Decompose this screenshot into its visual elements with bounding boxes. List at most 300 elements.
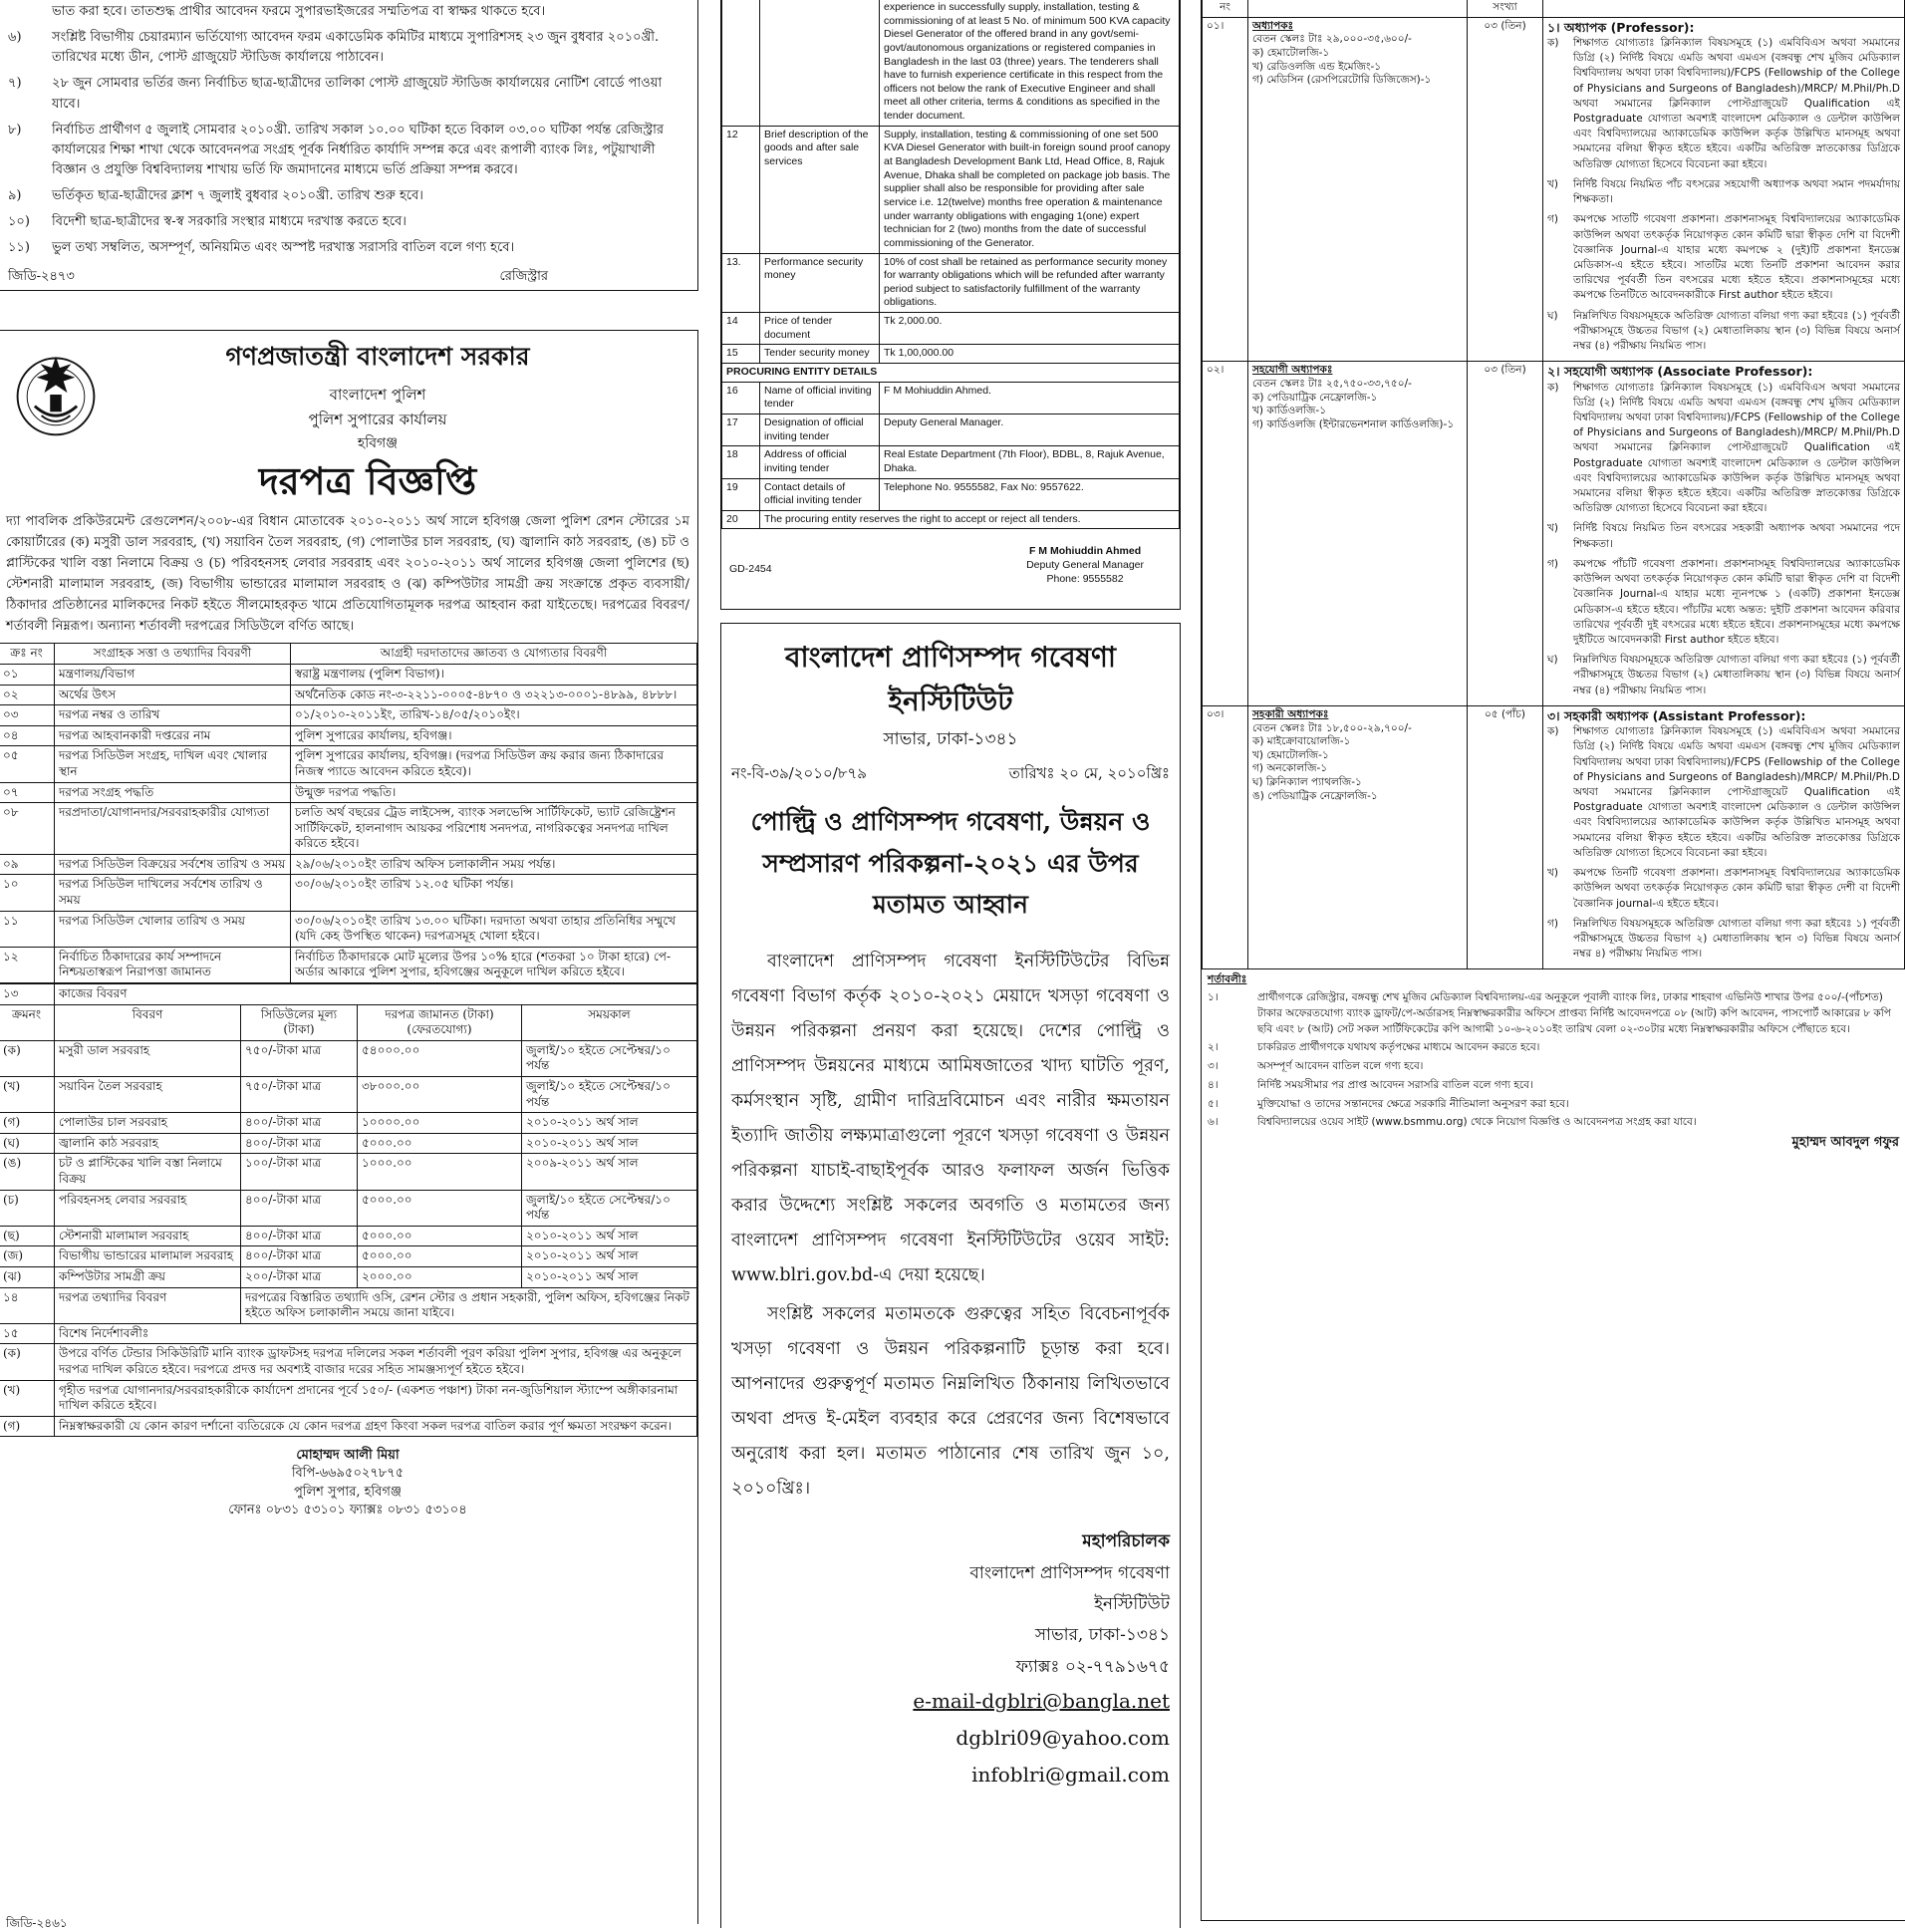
- post-number: ০১।: [1203, 17, 1248, 362]
- table-header-cell: আগ্রহী দরদাতাদের জ্ঞাতব্য ও যোগ্যতার বিবরণী: [291, 644, 697, 665]
- admission-item: [8, 2, 687, 22]
- signatory-title: পুলিশ সুপার, হবিগঞ্জ: [293, 1484, 403, 1500]
- table-cell: ৩০/০৬/২০১০ইং তারিখ ১৩.০০ ঘটিকা। দরদাতা অথবা তাহার প্রতিনিধির সম্মুখে (যদি কেহ উপস্থিত থাকেন) দরপত্রসমূহ খোলা হইবে।: [291, 911, 697, 947]
- special-instruction-row: [0, 1344, 697, 1380]
- work-cell: ৭৫০/-টাকা মাত্র: [241, 1040, 358, 1076]
- proc-desc: Address of official inviting tender: [760, 446, 880, 478]
- requirement-text: শিক্ষাগত যোগ্যতাঃ ক্লিনিক্যাল বিষয়সমূহে (১) এমবিবিএস অথবা সমমানের ডিগ্রি (২) নির্দিষ্ট বিষয়ে এমডি অথবা এমএস (বঙ্গবন্ধু শেখ মুজিব মেডিক্যাল বিশ্ববিদ্যালয় অথবা ঢাকা বিশ্ববিদ্যালয়)/FCPS (Fellowship of the College of Physicians and Surgeons of Bangladesh)/MRCP/ M.Phil/Ph.D অথবা সমমানের ক্লিনিক্যাল পোস্টগ্রাজুয়েট Qualification এই Postgraduate যোগ্যতা অবশ্যই বাংলাদেশ মেডিক্যাল ও ডেন্টাল কাউন্সিল এবং বিশ্ববিদ্যালয়ের অ্যাকাডেমিক কাউন্সিল কর্তৃক উল্লিখিত মানসমূহ অথবা সমমানের বলিয়া স্বীকৃত হইতে হইবে। একটির অতিরিক্ত স্নাতকোত্তর ডিগ্রিকে অতিরিক্ত যোগ্যতা হিসেবে বিবেচনা করা হইবে।: [1573, 36, 1900, 170]
- table-row: [0, 705, 697, 726]
- item-number: ১০): [8, 214, 30, 230]
- post-subject: ঙ) পেডিয়াট্রিক নেফ্রোলজি-১: [1252, 789, 1378, 802]
- bdbl-gd: GD-2454: [729, 563, 772, 576]
- bdbl-desc: Tender security money: [760, 345, 880, 364]
- work-cell: ৪০০/-টাকা মাত্র: [241, 1226, 358, 1246]
- requirement-text: শিক্ষাগত যোগ্যতাঃ ক্লিনিক্যাল বিষয়সমূহে (১) এমবিবিএস অথবা সমমানের ডিগ্রি (২) নির্দিষ্ট বিষয়ে এমডি অথবা এমএস (বঙ্গবন্ধু শেখ মুজিব মেডিক্যাল বিশ্ববিদ্যালয় অথবা ঢাকা বিশ্ববিদ্যালয়)/FCPS (Fellowship of the College of Physicians and Surgeons of Bangladesh)/MRCP/ M.Phil/Ph.D অথবা সমমানের ক্লিনিক্যাল পোস্টগ্রাজুয়েট Qualification এই Postgraduate যোগ্যতা অবশ্যই বাংলাদেশ মেডিক্যাল ও ডেন্টাল কাউন্সিল এবং বিশ্ববিদ্যালয়ের অ্যাকাডেমিক কাউন্সিল কর্তৃক উল্লিখিত মানসমূহ অথবা সমমানের বলিয়া স্বীকৃত হইতে হইবে। একটির অতিরিক্ত স্নাতকোত্তর ডিগ্রিকে অতিরিক্ত যোগ্যতা হিসেবে বিবেচনা করা হইবে।: [1573, 381, 1900, 515]
- post-subject: ক) পেডিয়াট্রিক নেফ্রোলজি-১: [1252, 391, 1378, 404]
- post-requirements: [1543, 17, 1905, 362]
- work-row: [0, 1246, 697, 1267]
- procuring-header: PROCURING ENTITY DETAILS: [722, 364, 1180, 383]
- requirement: [1547, 36, 1900, 172]
- tender-info-table: [0, 643, 697, 983]
- special-num: (খ): [0, 1380, 55, 1416]
- work-cell: পোলাউর চাল সরবরাহ: [55, 1113, 241, 1134]
- bdbl-row: [722, 253, 1180, 313]
- work-header-cell: দরপত্র জামানত (টাকা) (ফেরতযোগ্য): [358, 1004, 522, 1040]
- registrar-sign: রেজিস্ট্রার: [499, 268, 548, 284]
- row-20: [722, 510, 1180, 529]
- bdbl-sign-title: Deputy General Manager: [1026, 559, 1144, 572]
- post-details: [1248, 705, 1468, 969]
- table-cell: দরপত্র সিডিউল সংগ্রহ, দাখিল এবং খোলার স্থান: [55, 746, 291, 782]
- proc-desc: Name of official inviting tender: [760, 382, 880, 414]
- special-num: (ক): [0, 1344, 55, 1380]
- proc-text: Telephone No. 9555582, Fax No: 9557622.: [880, 478, 1180, 510]
- bdbl-text: Supply, installation, testing & commissioning of one set 500 KVA Diesel Generator with built-in foreign sound proof canopy at Bangladesh Development Bank Ltd, Head Office, 8, Rajuk Avenue, Dhaka shall be completed on package job basis. The supplier shall also be responsible for providing after sale service i.e. 12(twelve) months free operation & maintenance under warranty obligations with engaging 1(one) expert technician for 2 (two) months from the date of successful commissioning of the Generator.: [880, 126, 1180, 253]
- proc-text: Real Estate Department (7th Floor), BDBL, 8, Rajuk Avenue, Dhaka.: [880, 446, 1180, 478]
- post-subject: ক) হেমাটোলজি-১: [1252, 46, 1330, 59]
- work-label: কাজের বিবরণ: [55, 984, 697, 1005]
- row20-text: The procuring entity reserves the right to accept or reject all tenders.: [760, 510, 1180, 529]
- proc-desc: Contact details of official inviting tender: [760, 478, 880, 510]
- work-cell: ২০০/-টাকা মাত্র: [241, 1266, 358, 1287]
- blri-headline: পোল্ট্রি ও প্রাণিসম্পদ গবেষণা, উন্নয়ন ও সম্প্রসারণ পরিকল্পনা-২০২১ এর উপর মতামত আহ্বান: [750, 807, 1151, 919]
- bdbl-row: [722, 345, 1180, 364]
- term-num: ৫।: [1208, 1097, 1219, 1110]
- work-cell: ২০১০-২০১১ অর্থ সাল: [522, 1226, 697, 1246]
- work-cell: ২০১০-২০১১ অর্থ সাল: [522, 1113, 697, 1134]
- table-cell: উন্মুক্ত দরপত্র পদ্ধতি।: [291, 782, 697, 803]
- work-cell: ২০১০-২০১১ অর্থ সাল: [522, 1133, 697, 1154]
- proc-text: Deputy General Manager.: [880, 414, 1180, 445]
- item-text: ২৮ জুন সোমবার ভর্তির জন্য নির্বাচিত ছাত্র-ছাত্রীদের তালিকা পোস্ট গ্রাজুয়েট স্টাডিজ কার্যালয়ের নোটিশ বোর্ডে পাওয়া যাবে।: [52, 76, 663, 112]
- bdbl-row: [722, 313, 1180, 345]
- term-num: ২।: [1208, 1041, 1219, 1054]
- bdbl-text: Tk 1,00,000.00: [880, 345, 1180, 364]
- work-cell: পরিবহনসহ লেবার সরবরাহ: [55, 1190, 241, 1226]
- blri-body-1: বাংলাদেশ প্রাণিসম্পদ গবেষণা ইনস্টিটিউটের বিভিন্ন গবেষণা বিভাগ কর্তৃক ২০১০-২০২১ মেয়াদে খসড়া গবেষণা ও উন্নয়ন পরিকল্পনা প্রনয়ণ করা হয়েছে। দেশের পোল্ট্রি ও প্রাণিসম্পদ উন্নয়নের মাধ্যমে আমিষজাতের খাদ্য ঘাটতি পূরণ, কর্মসংস্থান সৃষ্টি, গ্রামীণ দারিদ্রবিমোচন এবং নারীর ক্ষমতায়ন ইত্যাদি জাতীয় লক্ষ্যমাত্রাগুলো পূরণে খসড়া গবেষণা ও উন্নয়ন পরিকল্পনা যাচাই-বাছাইপূর্বক আরও ফলাফল অর্জন ভিত্তিক করার উদ্দেশ্যে সংশ্লিষ্ট সকলের অবগতি ও মতামতের জন্য বাংলাদেশ প্রাণিসম্পদ গবেষণা ইনস্টিটিউটের ওয়েব সাইট: www.blri.gov.bd-এ দেয়া হয়েছে।: [731, 952, 1170, 1286]
- post-requirements: [1543, 362, 1905, 706]
- table-cell: ০১/২০১০-২০১১ইং, তারিখ-১৪/০৫/২০১০ইং।: [291, 705, 697, 726]
- requirement-text: নিম্নলিখিত বিষয়সমূহকে অতিরিক্ত যোগ্যতা বলিয়া গণ্য করা হইবেঃ ১) পূর্ববর্তী পরীক্ষাসমূহে উচ্চতর বিভাগ ২) মেধাতালিকায় স্থান ৩) বিভিন্ন বিষয়ে অনার্স নম্বর ৪) পরীক্ষায় নিয়মিত পাস।: [1573, 917, 1900, 961]
- item-text: ভুল তথ্য সম্বলিত, অসম্পূর্ণ, অনিয়মিত এবং অস্পষ্ট দরখাস্ত সরাসরি বাতিল বলে গণ্য হবে।: [52, 240, 515, 256]
- work-cell: ১০০০.০০: [358, 1154, 522, 1190]
- work-row: [0, 1190, 697, 1226]
- post-subject: গ) মেডিসিন (রেসপিরেটোরি ডিজিজেস)-১: [1252, 74, 1432, 87]
- requirement-num: ঘ): [1547, 309, 1558, 322]
- notice-intro: দ্যা পাবলিক প্রকিউরমেন্ট রেগুলেশন/২০০৮-এর বিধান মোতাবেক ২০১০-২০১১ অর্থ সালে হবিগঞ্জ জেলা পুলিশ রেশন স্টোরের ১ম কোয়ার্টারের (ক) মসুরী ডাল সরবরাহ, (খ) সয়াবিন তৈল সরবরাহ, (গ) পোলাউর চাল সরবরাহ, (ঘ) জ্বালানি কাঠ সরবরাহ, (ঙ) চট ও প্লাস্টিকের খালি বস্তা নিলামে বিক্রয় ও (চ) পরিবহনসহ লেবার সরবরাহ এবং ২০১০-২০১১ অর্থ সালের হবিগঞ্জ জেলা পুলিশের (ছ) স্টেশনারী মালামাল সরবরাহ, (জ) বিভাগীয় ভান্ডারের মালামাল সরবরাহ ও (ঝ) কম্পিউটার সামগ্রী ক্রয় সংক্রান্তে প্রকৃত ব্যবসায়ী/ঠিকাদার প্রতিষ্ঠানের মালিকদের নিকট হইতে সীলমোহরকৃত খামে প্রতিযোগিতামূলক দরপত্র আহবান করা যাইতেছে। দরপত্রের বিবরণ/শর্তাবলী নিম্নরূপ। অন্যান্য শর্তাবলী দরপত্রের সিডিউলে বর্ণিত আছে।: [6, 514, 689, 635]
- admission-item: [8, 186, 687, 206]
- requirement-num: খ): [1547, 522, 1558, 535]
- post-subject: খ) হেমাটোলজি-১: [1252, 748, 1329, 761]
- work-cell: (ঝ): [0, 1266, 55, 1287]
- bottom-gd: জিডি-২৪৬১: [6, 1916, 68, 1931]
- procuring-header-row: [722, 364, 1180, 383]
- work-cell: সয়াবিন তৈল সরবরাহ: [55, 1077, 241, 1113]
- item-number: ৭): [8, 76, 22, 92]
- requirement-text: নির্দিষ্ট বিষয়ে নিয়মিত তিন বৎসরের সহকারী অধ্যাপক অথবা সমমানের পদে শিক্ষকতা।: [1573, 522, 1900, 550]
- requirement: [1547, 309, 1900, 355]
- item-number: ৯): [8, 188, 22, 204]
- requirement: [1547, 381, 1900, 517]
- proc-num: 16: [722, 382, 760, 414]
- work-cell: স্টেশনারী মালামাল সরবরাহ: [55, 1226, 241, 1246]
- bdbl-sign-phone: Phone: 9555582: [1046, 572, 1124, 585]
- post-subject: ঘ) ক্লিনিক্যাল প্যাথলজি-১: [1252, 776, 1362, 789]
- table-cell: ১২: [0, 947, 55, 982]
- table-cell: ২৯/০৬/২০১০ইং তারিখ অফিস চলাকালীন সময় পর্যন্ত।: [291, 854, 697, 875]
- work-cell: ২০০০.০০: [358, 1266, 522, 1287]
- column-middle: [720, 0, 1181, 1918]
- table-cell: দরপত্র সিডিউল দাখিলের সর্বশেষ তারিখ ও সময়: [55, 875, 291, 911]
- table-cell: ০৩: [0, 705, 55, 726]
- work-cell: কম্পিউটার সামগ্রী ক্রয়: [55, 1266, 241, 1287]
- post-subject: গ) কার্ডিওলজি (ইন্টারভেনশনাল কার্ডিওলজি)-১: [1252, 417, 1455, 430]
- police-office: পুলিশ সুপারের কার্যালয়: [308, 411, 447, 428]
- blri-email-3[interactable]: infoblri@gmail.com: [971, 1763, 1170, 1788]
- table-cell: ০১: [0, 664, 55, 685]
- table-cell: দরপত্র সিডিউল খোলার তারিখ ও সময়: [55, 911, 291, 947]
- blri-title-1: বাংলাদেশ প্রাণিসম্পদ গবেষণা: [784, 641, 1117, 674]
- proc-desc: Designation of official inviting tender: [760, 414, 880, 445]
- proc-num: 18: [722, 446, 760, 478]
- requirement-text: নিম্নলিখিত বিষয়সমূহকে অতিরিক্ত যোগ্যতা বলিয়া গণ্য করা হইবেঃ (১) পূর্ববর্তী পরীক্ষাসমূহে উচ্চতর বিভাগ (২) মেধাতালিকায় স্থান (৩) বিভিন্ন বিষয়ে অনার্স নম্বর (৪) পরীক্ষায় নিয়মিত পাস।: [1573, 654, 1900, 696]
- table-cell: দরপত্র সংগ্রহ পদ্ধতি: [55, 782, 291, 803]
- requirement: [1547, 724, 1900, 861]
- bdbl-num: 14: [722, 313, 760, 345]
- row-label: দরপত্র তথ্যাদির বিবরণ: [55, 1287, 241, 1323]
- bdbl-desc: Performance security money: [760, 253, 880, 313]
- bdbl-row: [722, 0, 1180, 126]
- work-cell: (জ): [0, 1246, 55, 1267]
- special-text: নিম্নস্বাক্ষরকারী যে কোন কারণ দর্শানো ব্যতিরেকে যে কোন দরপত্র গ্রহণ কিংবা সকল দরপত্র বাতিল করার পূর্ণ ক্ষমতা সংরক্ষণ করেন।: [55, 1416, 697, 1437]
- table-cell: নির্বাচিত ঠিকাদারের কার্য সম্পাদনে নিশ্চয়তাস্বরূপ নিরাপত্তা জামানত: [55, 947, 291, 982]
- work-header-cell: সময়কাল: [522, 1004, 697, 1040]
- table-cell: নির্বাচিত ঠিকাদারকে মোট মূল্যের উপর ১০% হারে (শতকরা ১০ টাকা হারে) পে-অর্ডার আকারে পুলিশ সুপার, হবিগঞ্জের অনুকূলে দাখিল করিতে হইবে।: [291, 947, 697, 982]
- work-row: [0, 1226, 697, 1246]
- item-text: ভর্তিকৃত ছাত্র-ছাত্রীদের ক্লাশ ৭ জুলাই বুধবার ২০১০খ্রী. তারিখ শুরু হবে।: [52, 188, 423, 204]
- requirement: [1547, 653, 1900, 698]
- item-number: ১১): [8, 240, 30, 256]
- table-cell: অর্থনৈতিক কোড নং-৩-২২১১-০০০৫-৪৮৭০ ও ৩২২১৩-০০০১-৪৮৯৯, ৪৮৮৮।: [291, 685, 697, 705]
- office-place: হবিগঞ্জ: [357, 434, 399, 451]
- pay-scale: বেতন স্কেলঃ টাঃ ২৫,৭৫০-৩৩,৭৫০/-: [1252, 377, 1412, 390]
- tender-notice-police: [0, 330, 698, 1931]
- blri-email-2[interactable]: dgblri09@yahoo.com: [955, 1726, 1170, 1751]
- post-subject: খ) কার্ডিওলজি-১: [1252, 405, 1327, 417]
- table-row: [0, 911, 697, 947]
- work-cell: জুলাই/১০ হইতে সেপ্টেম্বর/১০ পর্যন্ত: [522, 1190, 697, 1226]
- posts-header-cell: সংখ্যা: [1468, 0, 1543, 17]
- table-cell: ০৯: [0, 854, 55, 875]
- table-cell: ১১: [0, 911, 55, 947]
- post-row: [1203, 705, 1905, 969]
- special-instruction-row: [0, 1380, 697, 1416]
- procuring-row: [722, 446, 1180, 478]
- row-label: বিশেষ নির্দেশাবলীঃ: [55, 1323, 697, 1344]
- government-emblem: [8, 347, 104, 442]
- posts-table: [1202, 0, 1905, 969]
- special-text: উপরে বর্ণিত টেন্ডার সিকিউরিটি মানি ব্যাংক ড্রাফটসহ দরপত্র দলিলের সকল শর্তাবলী পূরণ করিয়া পুলিশ সুপার, হবিগঞ্জ এর অনুকূলে দরপত্র দাখিল করিতে হইবে। দরপত্রে প্রদত্ত দর অবশ্যই বাজার দরের সহিত সামঞ্জস্যপূর্ণ হইতে হইবে।: [55, 1344, 697, 1380]
- term-num: ৩।: [1208, 1060, 1219, 1073]
- term: [1208, 990, 1899, 1037]
- admission-item: [8, 74, 687, 114]
- work-cell: ১০০০০.০০: [358, 1113, 522, 1134]
- work-row: [0, 1113, 697, 1134]
- bdbl-num: 13.: [722, 253, 760, 313]
- requirement-num: গ): [1547, 213, 1558, 226]
- work-cell: (খ): [0, 1077, 55, 1113]
- requirement: [1547, 917, 1900, 963]
- bdbl-row: [722, 126, 1180, 253]
- requirement-num: ঘ): [1547, 654, 1558, 667]
- work-cell: ২০১০-২০১১ অর্থ সাল: [522, 1266, 697, 1287]
- bdbl-desc: Brief description of the goods and after sale services: [760, 126, 880, 253]
- post-details: [1248, 17, 1468, 362]
- admission-item: [8, 28, 687, 68]
- work-description-table: [0, 983, 697, 1437]
- work-cell: (গ): [0, 1113, 55, 1134]
- item-number: [8, 2, 46, 22]
- table-cell: ০২: [0, 685, 55, 705]
- post-subject: ক) মাইক্রোবায়োলজি-১: [1252, 735, 1351, 748]
- bdbl-text: 10% of cost shall be retained as performance security money for warranty obligations which will be refunded after warranty period subject to satisfactorily fulfillment of the warranty obligations.: [880, 253, 1180, 313]
- post-subject: খ) রেডিওলজি এন্ড ইমেজিং-১: [1252, 60, 1382, 73]
- term: [1208, 1040, 1899, 1056]
- bdbl-sign-name: F M Mohiuddin Ahmed: [1028, 545, 1142, 558]
- bdbl-text: experience in successfully supply, installation, testing & commissioning of at least 5 No. of minimum 500 KVA capacity Diesel Generator of the offered brand in any govt/semi-govt/autonomous organizations or registered companies in Bangladesh in the last 03 (three) years. The tenderers shall have to furnish experience certificate in this respect from the officers not below the rank of Executive Engineer and shall meet all other criteria, terms & conditions as specified in the tender document.: [880, 0, 1180, 126]
- item-number: ৮): [8, 122, 22, 138]
- requirement-num: খ): [1547, 177, 1558, 190]
- posts-header-cell: [1248, 0, 1468, 17]
- table-header-cell: ক্রঃ নং: [0, 644, 55, 665]
- posts-header-cell: নং: [1203, 0, 1248, 17]
- work-cell: ২০১০-২০১১ অর্থ সাল: [522, 1246, 697, 1267]
- work-cell: (চ): [0, 1190, 55, 1226]
- bsmmu-recruitment: [1201, 0, 1905, 1921]
- table-row: [0, 664, 697, 685]
- blri-dg: মহাপরিচালক: [1082, 1531, 1170, 1552]
- work-header-cell: সিডিউলের মূল্য (টাকা): [241, 1004, 358, 1040]
- work-cell: (ছ): [0, 1226, 55, 1246]
- table-cell: স্বরাষ্ট্র মন্ত্রণালয় (পুলিশ বিভাগ)।: [291, 664, 697, 685]
- work-cell: (ক): [0, 1040, 55, 1076]
- table-cell: দরপত্র নম্বর ও তারিখ: [55, 705, 291, 726]
- term: [1208, 1115, 1899, 1131]
- item-number: ৬): [8, 30, 22, 46]
- row-15: [0, 1323, 697, 1344]
- term: [1208, 1097, 1899, 1113]
- work-num: ১৩: [0, 984, 55, 1005]
- bdbl-tender-notice: [720, 0, 1181, 610]
- bdbl-desc: Price of tender document: [760, 313, 880, 345]
- requirement-num: ক): [1547, 381, 1559, 394]
- work-cell: ৫০০০.০০: [358, 1246, 522, 1267]
- table-row: [0, 947, 697, 982]
- bdbl-num: 12: [722, 126, 760, 253]
- work-cell: ৭৫০/-টাকা মাত্র: [241, 1077, 358, 1113]
- work-cell: ৩৮০০০.০০: [358, 1077, 522, 1113]
- blri-email-1[interactable]: e-mail-dgblri@bangla.net: [913, 1689, 1170, 1714]
- term-num: ১।: [1208, 991, 1219, 1004]
- table-header-cell: সংগ্রাহক সত্তা ও তথ্যাদির বিবরণী: [55, 644, 291, 665]
- term-text: বিশ্ববিদ্যালয়ের ওয়েব সাইট (www.bsmmu.org) থেকে নিয়োগ বিজ্ঞপ্তি ও আবেদনপত্র সংগ্রহ করা যাবে।: [1257, 1116, 1697, 1129]
- proc-num: 17: [722, 414, 760, 445]
- table-cell: ০৪: [0, 725, 55, 746]
- requirement: [1547, 177, 1900, 207]
- gov-title: গণপ্রজাতন্ত্রী বাংলাদেশ সরকার: [225, 342, 530, 371]
- blri-dg-address: সাভার, ঢাকা-১৩৪১: [1034, 1625, 1170, 1646]
- work-label-row: [0, 984, 697, 1005]
- bdbl-num: [722, 0, 760, 126]
- procuring-row: [722, 382, 1180, 414]
- post-count: ০৩ (তিন): [1468, 362, 1543, 706]
- post-title: সহকারী অধ্যাপকঃ: [1252, 707, 1329, 720]
- row-num: ১৫: [0, 1323, 55, 1344]
- item-text: বিদেশী ছাত্র-ছাত্রীদের স্ব-স্ব সরকারি সংস্থার মাধ্যমে দরখাস্ত করতে হবে।: [52, 214, 407, 230]
- admission-item: [8, 238, 687, 258]
- work-row: [0, 1266, 697, 1287]
- table-cell: ০৫: [0, 746, 55, 782]
- table-row: [0, 746, 697, 782]
- pay-scale: বেতন স্কেলঃ টাঃ ১৮,৫০০-২৯,৭০০/-: [1252, 721, 1412, 734]
- blri-fax: ফ্যাক্সঃ ০২-৭৭৯১৬৭৫: [1015, 1656, 1170, 1677]
- requirement-num: খ): [1547, 867, 1558, 880]
- table-row: [0, 875, 697, 911]
- work-header-cell: বিবরণ: [55, 1004, 241, 1040]
- procuring-row: [722, 414, 1180, 445]
- post-title: সহযোগী অধ্যাপকঃ: [1252, 364, 1333, 377]
- admission-items: [8, 2, 687, 259]
- bsmmu-signatory: মুহাম্মদ আবদুল গফুর: [1791, 1135, 1899, 1151]
- work-cell: ৪০০/-টাকা মাত্র: [241, 1246, 358, 1267]
- bdbl-desc: [760, 0, 880, 126]
- row-num: ১৪: [0, 1287, 55, 1323]
- requirement-text: নির্দিষ্ট বিষয়ে নিয়মিত পাঁচ বৎসরের সহযোগী অধ্যাপক অথবা সমান পদমর্যাদায় শিক্ষকতা।: [1573, 177, 1900, 206]
- table-cell: মন্ত্রণালয়/বিভাগ: [55, 664, 291, 685]
- work-cell: ৫০০০.০০: [358, 1133, 522, 1154]
- post-details: [1248, 362, 1468, 706]
- blri-address: সাভার, ঢাকা-১৩৪১: [883, 728, 1018, 749]
- post-title: অধ্যাপকঃ: [1252, 19, 1294, 32]
- blri-title-2: ইনস্টিটিউট: [888, 685, 1013, 718]
- item-text: নির্বাচিত প্রার্থীগণ ৫ জুলাই সোমবার ২০১০খ্রী. তারিখ সকাল ১০.০০ ঘটিকা হতে বিকাল ০৩.০০ ঘটিকা পর্যন্ত রেজিস্ট্রার কার্যালয়ের শিক্ষা শাখা থেকে আবেদনপত্র সংগ্রহ পূর্বক নির্ধারিত কার্যাদি সম্পন্ন করে এবং রূপালী ব্যাংক লিঃ, পটুয়াখালী বিজ্ঞান ও প্রযুক্তি বিশ্ববিদ্যালয় শাখায় ভর্তি ফি জমাদানের মাধ্যমে ভর্তি প্রক্রিয়া সম্পন্ন করবে।: [52, 122, 665, 177]
- work-cell: ৪০০/-টাকা মাত্র: [241, 1113, 358, 1134]
- row-value: দরপত্রের বিস্তারিত তথ্যাদি ওসি, রেশন স্টোর ও প্রধান সহকারী, পুলিশ অফিস, হবিগঞ্জের নিকট হইতে অফিস চলাকালীন সময়ে জানা যাইবে।: [241, 1287, 697, 1323]
- requirement-text: কমপক্ষে পাঁচটি গবেষণা প্রকাশনা। প্রকাশনাসমূহ বিশ্ববিদ্যালয়ের অ্যাকাডেমিক কাউন্সিল অথবা তৎকর্তৃক নিয়োগকৃত কোন কমিটি দ্বারা স্বীকৃত দেশি বা বিদেশী বৈজ্ঞানিক Journal-এ যাহার মধ্যে ন্যূনপক্ষে ১ (একটি) প্রকাশনা ইনডেক্স মেডিকাস-এ হইতে হইবে। পাঁচটির মধ্যে অন্তত: দুইটি প্রকাশনা আবেদন করিবার তারিখের পূর্ববর্তী দুই বৎসরের মধ্যে হইতে হইবে। প্রকাশনাসমূহের মধ্যে কমপক্ষে দুইটিতে আবেদনকারী First author হইতে হইবে।: [1573, 557, 1900, 647]
- table-cell: দরপত্র সিডিউল বিক্রয়ের সর্বশেষ তারিখ ও সময়: [55, 854, 291, 875]
- requirement: [1547, 866, 1900, 912]
- work-cell: জুলাই/১০ হইতে সেপ্টেম্বর/১০ পর্যন্ত: [522, 1077, 697, 1113]
- bdbl-text: Tk 2,000.00.: [880, 313, 1180, 345]
- admission-notice-fragment: [0, 0, 698, 291]
- work-row: [0, 1040, 697, 1076]
- work-cell: (ঙ): [0, 1154, 55, 1190]
- special-num: (গ): [0, 1416, 55, 1437]
- column-left: [0, 0, 699, 1931]
- special-instruction-row: [0, 1416, 697, 1437]
- requirement-num: গ): [1547, 557, 1558, 570]
- post-number: ০২।: [1203, 362, 1248, 706]
- table-cell: দরপ্রদাতা/যোগানদার/সরবরাহকারীর যোগ্যতা: [55, 803, 291, 855]
- work-row: [0, 1077, 697, 1113]
- term-num: ৪।: [1208, 1078, 1219, 1091]
- blri-dg-org-2: ইনস্টিটিউট: [1094, 1594, 1170, 1614]
- work-cell: চট ও প্লাস্টিকের খালি বস্তা নিলামে বিক্রয়: [55, 1154, 241, 1190]
- requirement-text: শিক্ষাগত যোগ্যতাঃ ক্লিনিক্যাল বিষয়সমূহে (১) এমবিবিএস অথবা সমমানের ডিগ্রি (২) নির্দিষ্ট বিষয়ে এমডি অথবা এমএস (বঙ্গবন্ধু শেখ মুজিব মেডিক্যাল বিশ্ববিদ্যালয় অথবা ঢাকা বিশ্ববিদ্যালয়)/FCPS (Fellowship of the College of Physicians and Surgeons of Bangladesh)/MRCP/ M.Phil/Ph.D অথবা সমমানের ক্লিনিক্যাল পোস্টগ্রাজুয়েট Qualification এই Postgraduate যোগ্যতা অবশ্যই বাংলাদেশ মেডিক্যাল ও ডেন্টাল কাউন্সিল এবং বিশ্ববিদ্যালয়ের অ্যাকাডেমিক কাউন্সিল কর্তৃক উল্লিখিত মানসমূহ অথবা সমমানের বলিয়া স্বীকৃত হইতে হইবে। একটির অতিরিক্ত স্নাতকোত্তর ডিগ্রিকে অতিরিক্ত যোগ্যতা হিসেবে বিবেচনা করা হইবে।: [1573, 725, 1900, 859]
- requirement-num: ক): [1547, 725, 1559, 738]
- signatory-phone: ফোনঃ ০৮৩১ ৫৩১০১ ফ্যাক্সঃ ০৮৩১ ৫৩১০৪: [228, 1502, 467, 1518]
- table-row: [0, 685, 697, 705]
- requirement-text: নিম্নলিখিত বিষয়সমূহকে অতিরিক্ত যোগ্যতা বলিয়া গণ্য করা হইবেঃ (১) পূর্ববর্তী পরীক্ষাসমূহে উচ্চতর বিভাগ (২) মেধাতালিকায় স্থান (৩) বিভিন্ন বিষয়ে অনার্স নম্বর (৪) পরীক্ষায় নিয়মিত পাস।: [1573, 309, 1900, 353]
- proc-text: F M Mohiuddin Ahmed.: [880, 382, 1180, 414]
- requirement-num: ক): [1547, 36, 1559, 49]
- terms-list: [1208, 990, 1899, 1131]
- term: [1208, 1078, 1899, 1094]
- term-text: প্রার্থীগণকে রেজিস্ট্রার, বঙ্গবন্ধু শেখ মুজিব মেডিক্যাল বিশ্ববিদ্যালয়-এর অনুকূলে পূবালী ব্যাংক লিঃ, ঢাকার শাহবাগ এভিনিউ শাখার উপর ৫০০/-(পাঁচশত) টাকার অফেরতযোগ্য ব্যাংক ড্রাফট/পে-অর্ডারসহ নিম্নস্বাক্ষরকারীর অফিসে প্রাপ্তব্য নির্দিষ্ট আবেদনপত্রে ০৮ (আট) কপি আবেদন, পাসপোর্ট আকারের ৮ কপি ছবি এবং ৮ (আট) সেট সকল সার্টিফিকেটের কপি আগামী ১০-৬-২০১০ইং তারিখ বেলা ০২-৩০টার মধ্যে নিম্নস্বাক্ষরকারীর অফিসে পৌঁছাতে হবে।: [1257, 991, 1891, 1035]
- row20-num: 20: [722, 510, 760, 529]
- column-right: [1201, 0, 1903, 1918]
- bdbl-num: 15: [722, 345, 760, 364]
- memo-number: নং-বি-৩৯/২০১০/৮৭৯: [731, 763, 867, 782]
- table-cell: চলতি অর্থ বছরের ট্রেড লাইসেন্স, ব্যাংক সলভেন্সি সার্টিফিকেট, ভ্যাট রেজিষ্ট্রেশন সার্টিফিকেট, হালনাগাদ আয়কর পরিশোধ সনদপত্র, নাগরিকত্বের সনদপত্র দাখিল করিতে হইবে।: [291, 803, 697, 855]
- terms-heading: শর্তাবলীঃ: [1208, 973, 1247, 986]
- term-text: চাকরিরত প্রার্থীগণকে যথাযথ কর্তৃপক্ষের মাধ্যমে আবেদন করতে হবে।: [1257, 1041, 1540, 1054]
- requirement: [1547, 557, 1900, 648]
- police-dept: বাংলাদেশ পুলিশ: [329, 385, 426, 404]
- table-cell: অর্থের উৎস: [55, 685, 291, 705]
- requirement: [1547, 212, 1900, 303]
- term-text: মুক্তিযোদ্ধা ও তাদের সন্তানদের ক্ষেত্রে সরকারি নীতিমালা অনুসরণ করা হবে।: [1257, 1097, 1569, 1110]
- table-cell: ৩০/০৬/২০১০ইং তারিখ ১২.০৫ ঘটিকা পর্যন্ত।: [291, 875, 697, 911]
- work-cell: জুলাই/১০ হইতে সেপ্টেম্বর/১০ পর্যন্ত: [522, 1040, 697, 1076]
- table-row: [0, 725, 697, 746]
- blri-body-2: সংশ্লিষ্ট সকলের মতামতকে গুরুত্বের সহিত বিবেচনাপূর্বক খসড়া গবেষণা ও উন্নয়ন পরিকল্পনাটি চূড়ান্ত করা হবে। আপনাদের গুরুত্বপূর্ণ মতামত নিম্নলিখিত ঠিকানায় লিখিতভাবে অথবা প্রদত্ত ই-মেইল ব্যবহার করে প্রেরণের জন্য বিশেষভাবে অনুরোধ করা হল। মতামত পাঠানোর শেষ তারিখ জুন ১০, ২০১০খ্রিঃ।: [731, 1304, 1170, 1500]
- post-requirements: [1543, 705, 1905, 969]
- table-cell: ০৭: [0, 782, 55, 803]
- notice-title: দরপত্র বিজ্ঞপ্তি: [258, 457, 477, 503]
- requirement-text: কমপক্ষে তিনটি গবেষণা প্রকাশনা। প্রকাশনাসমূহ বিশ্ববিদ্যালয়ের অ্যাকাডেমিক কাউন্সিল অথবা তৎকর্তৃক নিয়োগকৃত কোন কমিটি দ্বারা স্বীকৃত দেশী বা বিদেশী বৈজ্ঞানিক journal-এ হইতে হইবে।: [1573, 867, 1900, 910]
- requirements-heading: ১। অধ্যাপক (Professor):: [1547, 19, 1695, 35]
- memo-date: তারিখঃ ২০ মে, ২০১০খ্রিঃ: [1008, 763, 1170, 782]
- signatory-bp: বিপি-৬৬৯৫০২৭৮৭৫: [291, 1466, 405, 1482]
- post-count: ০৫ (পাঁচ): [1468, 705, 1543, 969]
- work-cell: মসুরী ডাল সরবরাহ: [55, 1040, 241, 1076]
- requirement-num: গ): [1547, 917, 1558, 930]
- gd-number: জিডি-২৪৭৩: [8, 268, 75, 284]
- term-num: ৬।: [1208, 1116, 1219, 1129]
- post-subject: গ) অনকোলজি-১: [1252, 762, 1328, 775]
- table-cell: পুলিশ সুপারের কার্যালয়, হবিগঞ্জ।: [291, 725, 697, 746]
- requirement: [1547, 521, 1900, 551]
- work-cell: ৪০০/-টাকা মাত্র: [241, 1190, 358, 1226]
- procuring-row: [722, 478, 1180, 510]
- work-header-row: [0, 1004, 697, 1040]
- table-cell: ০৮: [0, 803, 55, 855]
- work-row: [0, 1154, 697, 1190]
- work-cell: (ঘ): [0, 1133, 55, 1154]
- post-number: ০৩।: [1203, 705, 1248, 969]
- item-text: সংশ্লিষ্ট বিভাগীয় চেয়ারম্যান ভর্তিযোগ্য আবেদন ফরম একাডেমিক কমিটির মাধ্যমে সুপারিশসহ ২৩ জুন বুধবার ২০১০খ্রী. তারিখের মধ্যে ডীন, পোস্ট গ্রাজুয়েট স্টাডিজ কার্যালয়ে পাঠাবেন।: [52, 30, 660, 66]
- table-row: [0, 782, 697, 803]
- pay-scale: বেতন স্কেলঃ টাঃ ২৯,০০০-৩৫,৬০০/-: [1252, 33, 1412, 46]
- post-count: ০৩ (তিন): [1468, 17, 1543, 362]
- special-text: গৃহীত দরপত্র যোগানদার/সরবরাহকারীকে কার্যাদেশ প্রদানের পূর্বে ১৫০/- (একশত পঞ্চাশ) টাকা নন-জুডিশিয়াল স্ট্যাম্পে অঙ্গীকারনামা দাখিল করিতে হইবে।: [55, 1380, 697, 1416]
- item-text: ভাত করা হবে। তাতশুদ্ধ প্রাথীর আবেদন ফরমে সুপারভাইজরের সম্মতিপত্র বা স্বাক্ষর থাকতে হবে।: [52, 4, 546, 19]
- admission-item: [8, 212, 687, 232]
- row-14: [0, 1287, 697, 1323]
- requirements-heading: ৩। সহকারী অধ্যাপক (Assistant Professor):: [1547, 707, 1806, 723]
- table-cell: পুলিশ সুপারের কার্যালয়, হবিগঞ্জ। (দরপত্র সিডিউল ক্রয় করার জন্য ঠিকাদারের নিজস্ব প্যাডে আবেদন করিতে হইবে)।: [291, 746, 697, 782]
